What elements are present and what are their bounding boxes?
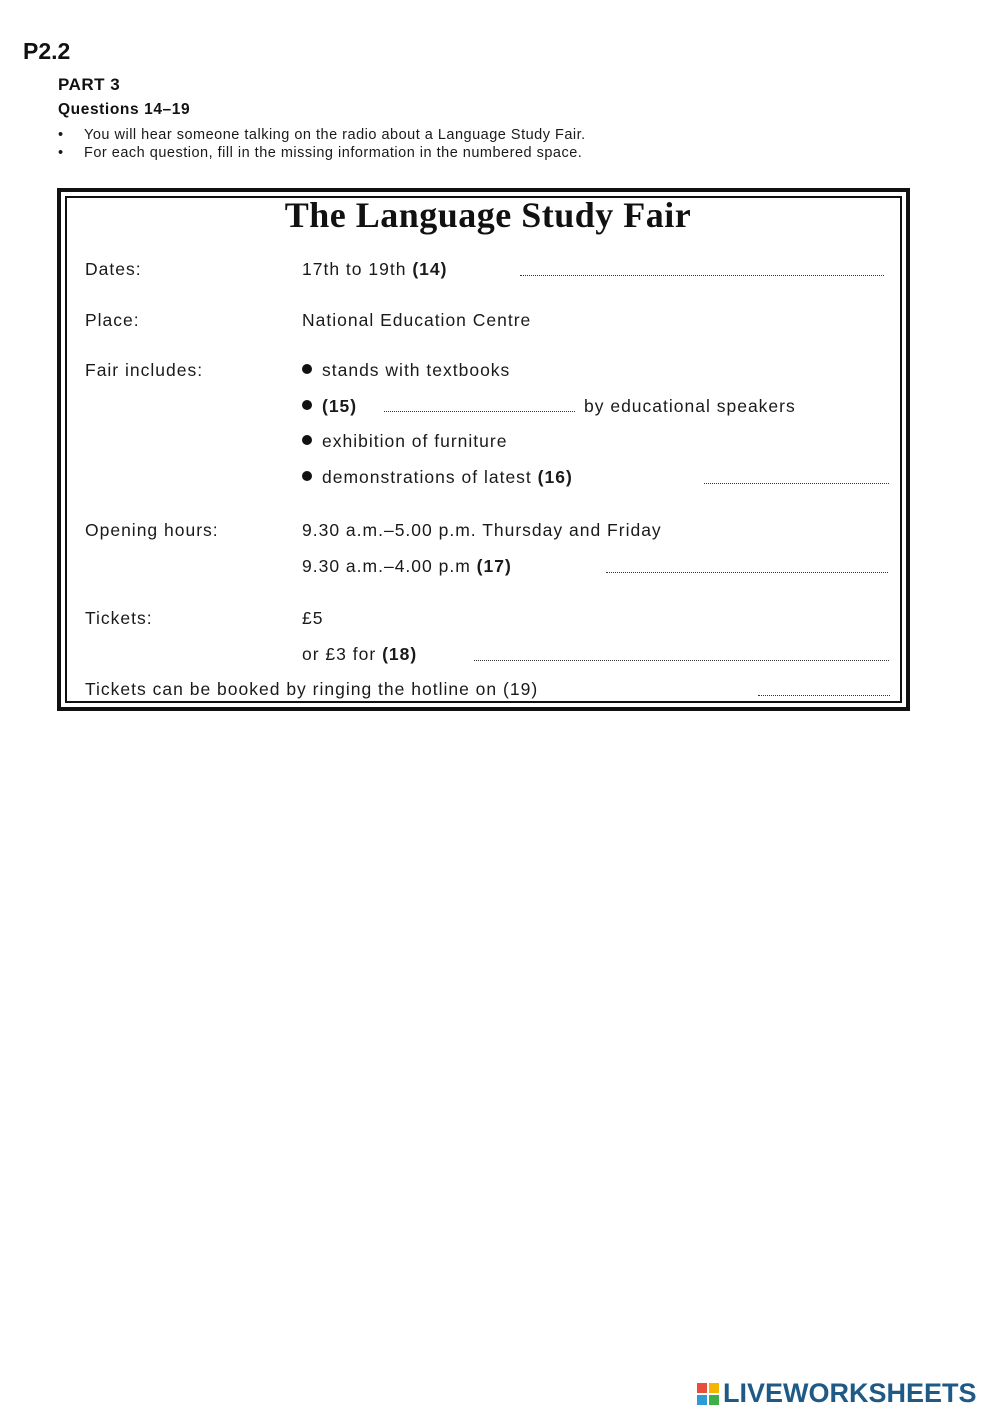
liveworksheets-logo-icon [697,1383,719,1405]
include-item: demonstrations of latest (16) [302,467,573,488]
answer-blank-16[interactable] [704,483,889,484]
hours-label: Opening hours: [85,520,219,540]
includes-label: Fair includes: [85,360,204,380]
answer-blank-14[interactable] [520,275,884,276]
fair-title: The Language Study Fair [284,195,692,235]
answer-blank-15[interactable] [384,411,575,412]
worksheet-code: P2.2 [23,38,71,64]
question-16-number: (16) [537,467,573,487]
bullet-icon: • [58,145,64,161]
include-item: exhibition of furniture [302,431,507,452]
include-item-suffix: by educational speakers [584,396,796,416]
hours-weekday: 9.30 a.m.–5.00 p.m. Thursday and Friday [302,520,662,540]
question-18-number: (18) [382,644,418,664]
question-17-number: (17) [476,556,512,576]
bullet-icon [302,435,312,445]
bullet-icon [302,471,312,481]
part-heading: PART 3 [58,75,121,94]
liveworksheets-logo-text: LIVEWORKSHEETS [723,1378,977,1408]
question-19-number: (19) [503,679,539,699]
answer-blank-17[interactable] [606,572,888,573]
place-label: Place: [85,310,140,330]
question-15-number: (15) [322,396,358,416]
bullet-icon: • [58,127,64,143]
ticket-discount: or £3 for (18) [302,644,418,664]
place-value: National Education Centre [302,310,532,330]
instruction-item: • You will hear someone talking on the radio about a Language Study Fair. [58,127,586,143]
answer-blank-19[interactable] [758,695,890,696]
dates-label: Dates: [85,259,142,279]
bullet-icon [302,364,312,374]
dates-value: 17th to 19th (14) [302,259,448,279]
tickets-label: Tickets: [85,608,153,628]
answer-blank-18[interactable] [474,660,889,661]
ticket-price: £5 [302,608,324,628]
include-item [302,396,357,417]
bullet-icon [302,400,312,410]
include-item: stands with textbooks [302,360,510,381]
questions-heading: Questions 14–19 [58,101,191,118]
question-14-number: (14) [412,259,448,279]
hotline-line: Tickets can be booked by ringing the hotline on (19) [85,679,539,699]
instruction-item: • For each question, fill in the missing information in the numbered space. [58,145,583,161]
hours-other: 9.30 a.m.–4.00 p.m (17) [302,556,512,576]
